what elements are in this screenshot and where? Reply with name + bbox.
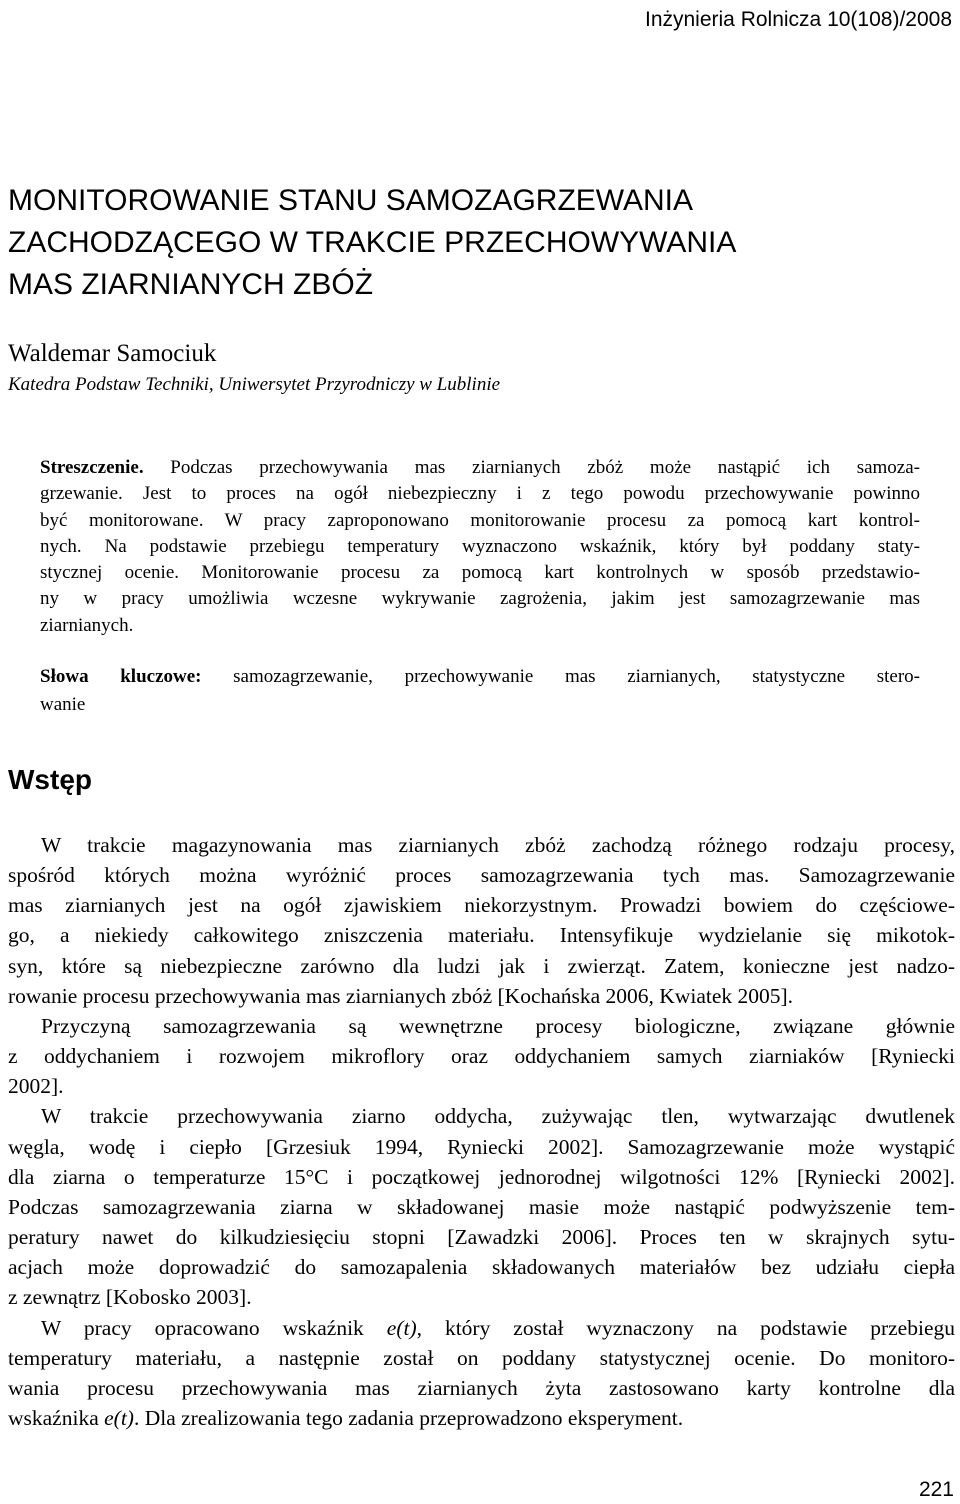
section-heading: Wstęp — [8, 764, 92, 795]
page-number: 221 — [918, 1478, 954, 1501]
paper-title — [8, 180, 948, 306]
title-line: MAS ZIARNIANYCH ZBÓŻ — [8, 268, 374, 301]
body-line: go, a niekiedy całkowitego zniszczenia materiału. Intensyfikuje wydzielanie się mikotok- — [8, 923, 955, 948]
body-line: mas ziarnianych jest na ogół zjawiskiem niekorzystnym. Prowadzi bowiem do częściowe- — [8, 893, 955, 918]
body-line: 2002]. — [8, 1074, 64, 1099]
body-line: z oddychaniem i rozwojem mikroflory oraz oddychaniem samych ziarniaków [Ryniecki — [8, 1044, 955, 1069]
body-line — [8, 1313, 955, 1343]
body-line: Przyczyną samozagrzewania są wewnętrzne procesy biologiczne, związane głównie — [41, 1013, 955, 1038]
abstract-text: Podczas przechowywania mas ziarnianych zbóż może nastąpić ich samoza- — [170, 457, 920, 478]
indicator-symbol: e(t) — [386, 1315, 417, 1340]
body-text-run: wskaźnika — [8, 1405, 99, 1430]
author-affiliation: Katedra Podstaw Techniki, Uniwersytet Przyrodniczy w Lublinie — [8, 374, 501, 395]
abstract-line: grzewanie. Jest to proces na ogół niebezpieczny i z tego powodu przechowywanie powinno — [40, 483, 920, 505]
body-text-run: . Dla zrealizowania tego zadania przeprowadzono eksperyment. — [133, 1405, 684, 1430]
body-line: Podczas samozagrzewania ziarna w składowanej masie może nastąpić podwyższenie tem- — [8, 1194, 955, 1219]
indicator-symbol: e(t) — [104, 1405, 134, 1430]
body-line: temperatury materiału, a następnie został on poddany statystycznej ocenie. Do monitoro- — [8, 1345, 955, 1370]
abstract-line: ny w pracy umożliwia wczesne wykrywanie zagrożenia, jakim jest samozagrzewanie mas — [40, 588, 920, 610]
abstract-line — [40, 455, 920, 481]
keywords-line — [40, 663, 920, 691]
abstract-label: Streszczenie. — [40, 457, 144, 478]
abstract — [40, 455, 920, 639]
keywords-label: Słowa kluczowe: — [40, 666, 202, 687]
body-line: acjach może doprowadzić do samozapalenia składowanych materiałów bez udziału ciepła — [8, 1255, 955, 1280]
body-line: syn, które są niebezpieczne zarówno dla ludzi jak i zwierząt. Zatem, konieczne jest nadzo- — [8, 953, 955, 978]
keywords-line: wanie — [40, 694, 86, 715]
body-line: wania procesu przechowywania mas ziarnianych żyta zastosowano karty kontrolne dla — [8, 1375, 955, 1400]
abstract-line: ziarnianych. — [40, 614, 134, 636]
title-line: ZACHODZĄCEGO W TRAKCIE PRZECHOWYWANIA — [8, 226, 737, 259]
body-text-run: W pracy opracowano wskaźnik — [41, 1315, 364, 1340]
abstract-line: stycznej ocenie. Monitorowanie procesu za pomocą kart kontrolnych w sposób przedstawio- — [40, 562, 920, 584]
author-name: Waldemar Samociuk — [8, 340, 217, 367]
body-line: peratury nawet do kilkudziesięciu stopni [Zawadzki 2006]. Proces ten w skrajnych sytu- — [8, 1225, 955, 1250]
title-line: MONITOROWANIE STANU SAMOZAGRZEWANIA — [8, 184, 694, 217]
body-line: W trakcie przechowywania ziarno oddycha, zużywając tlen, wytwarzając dwutlenek — [41, 1104, 955, 1129]
body-line: węgla, wodę i ciepło [Grzesiuk 1994, Ryniecki 2002]. Samozagrzewanie może wystąpić — [8, 1134, 955, 1159]
body-line — [8, 1403, 955, 1433]
running-header: Inżynieria Rolnicza 10(108)/2008 — [644, 8, 952, 31]
keywords — [40, 663, 920, 719]
section-body — [8, 830, 955, 1433]
abstract-line: nych. Na podstawie przebiegu temperatury wyznaczono wskaźnik, który był poddany staty- — [40, 535, 920, 557]
body-line: spośród których można wyróżnić proces samozagrzewania tych mas. Samozagrzewanie — [8, 863, 955, 888]
body-text-run: , który został wyznaczony na podstawie przebiegu — [416, 1315, 955, 1340]
body-line: z zewnątrz [Kobosko 2003]. — [8, 1285, 252, 1310]
body-line: rowanie procesu przechowywania mas ziarnianych zbóż [Kochańska 2006, Kwiatek 2005]. — [8, 983, 794, 1008]
keywords-text: samozagrzewanie, przechowywanie mas ziarnianych, statystyczne stero- — [233, 666, 920, 687]
body-line: dla ziarna o temperaturze 15°C i początkowej jednorodnej wilgotności 12% [Ryniecki 2002]. — [8, 1164, 955, 1189]
abstract-line: być monitorowane. W pracy zaproponowano monitorowanie procesu za pomocą kart kontrol- — [40, 509, 920, 531]
body-line: W trakcie magazynowania mas ziarnianych zbóż zachodzą różnego rodzaju procesy, — [41, 833, 955, 857]
